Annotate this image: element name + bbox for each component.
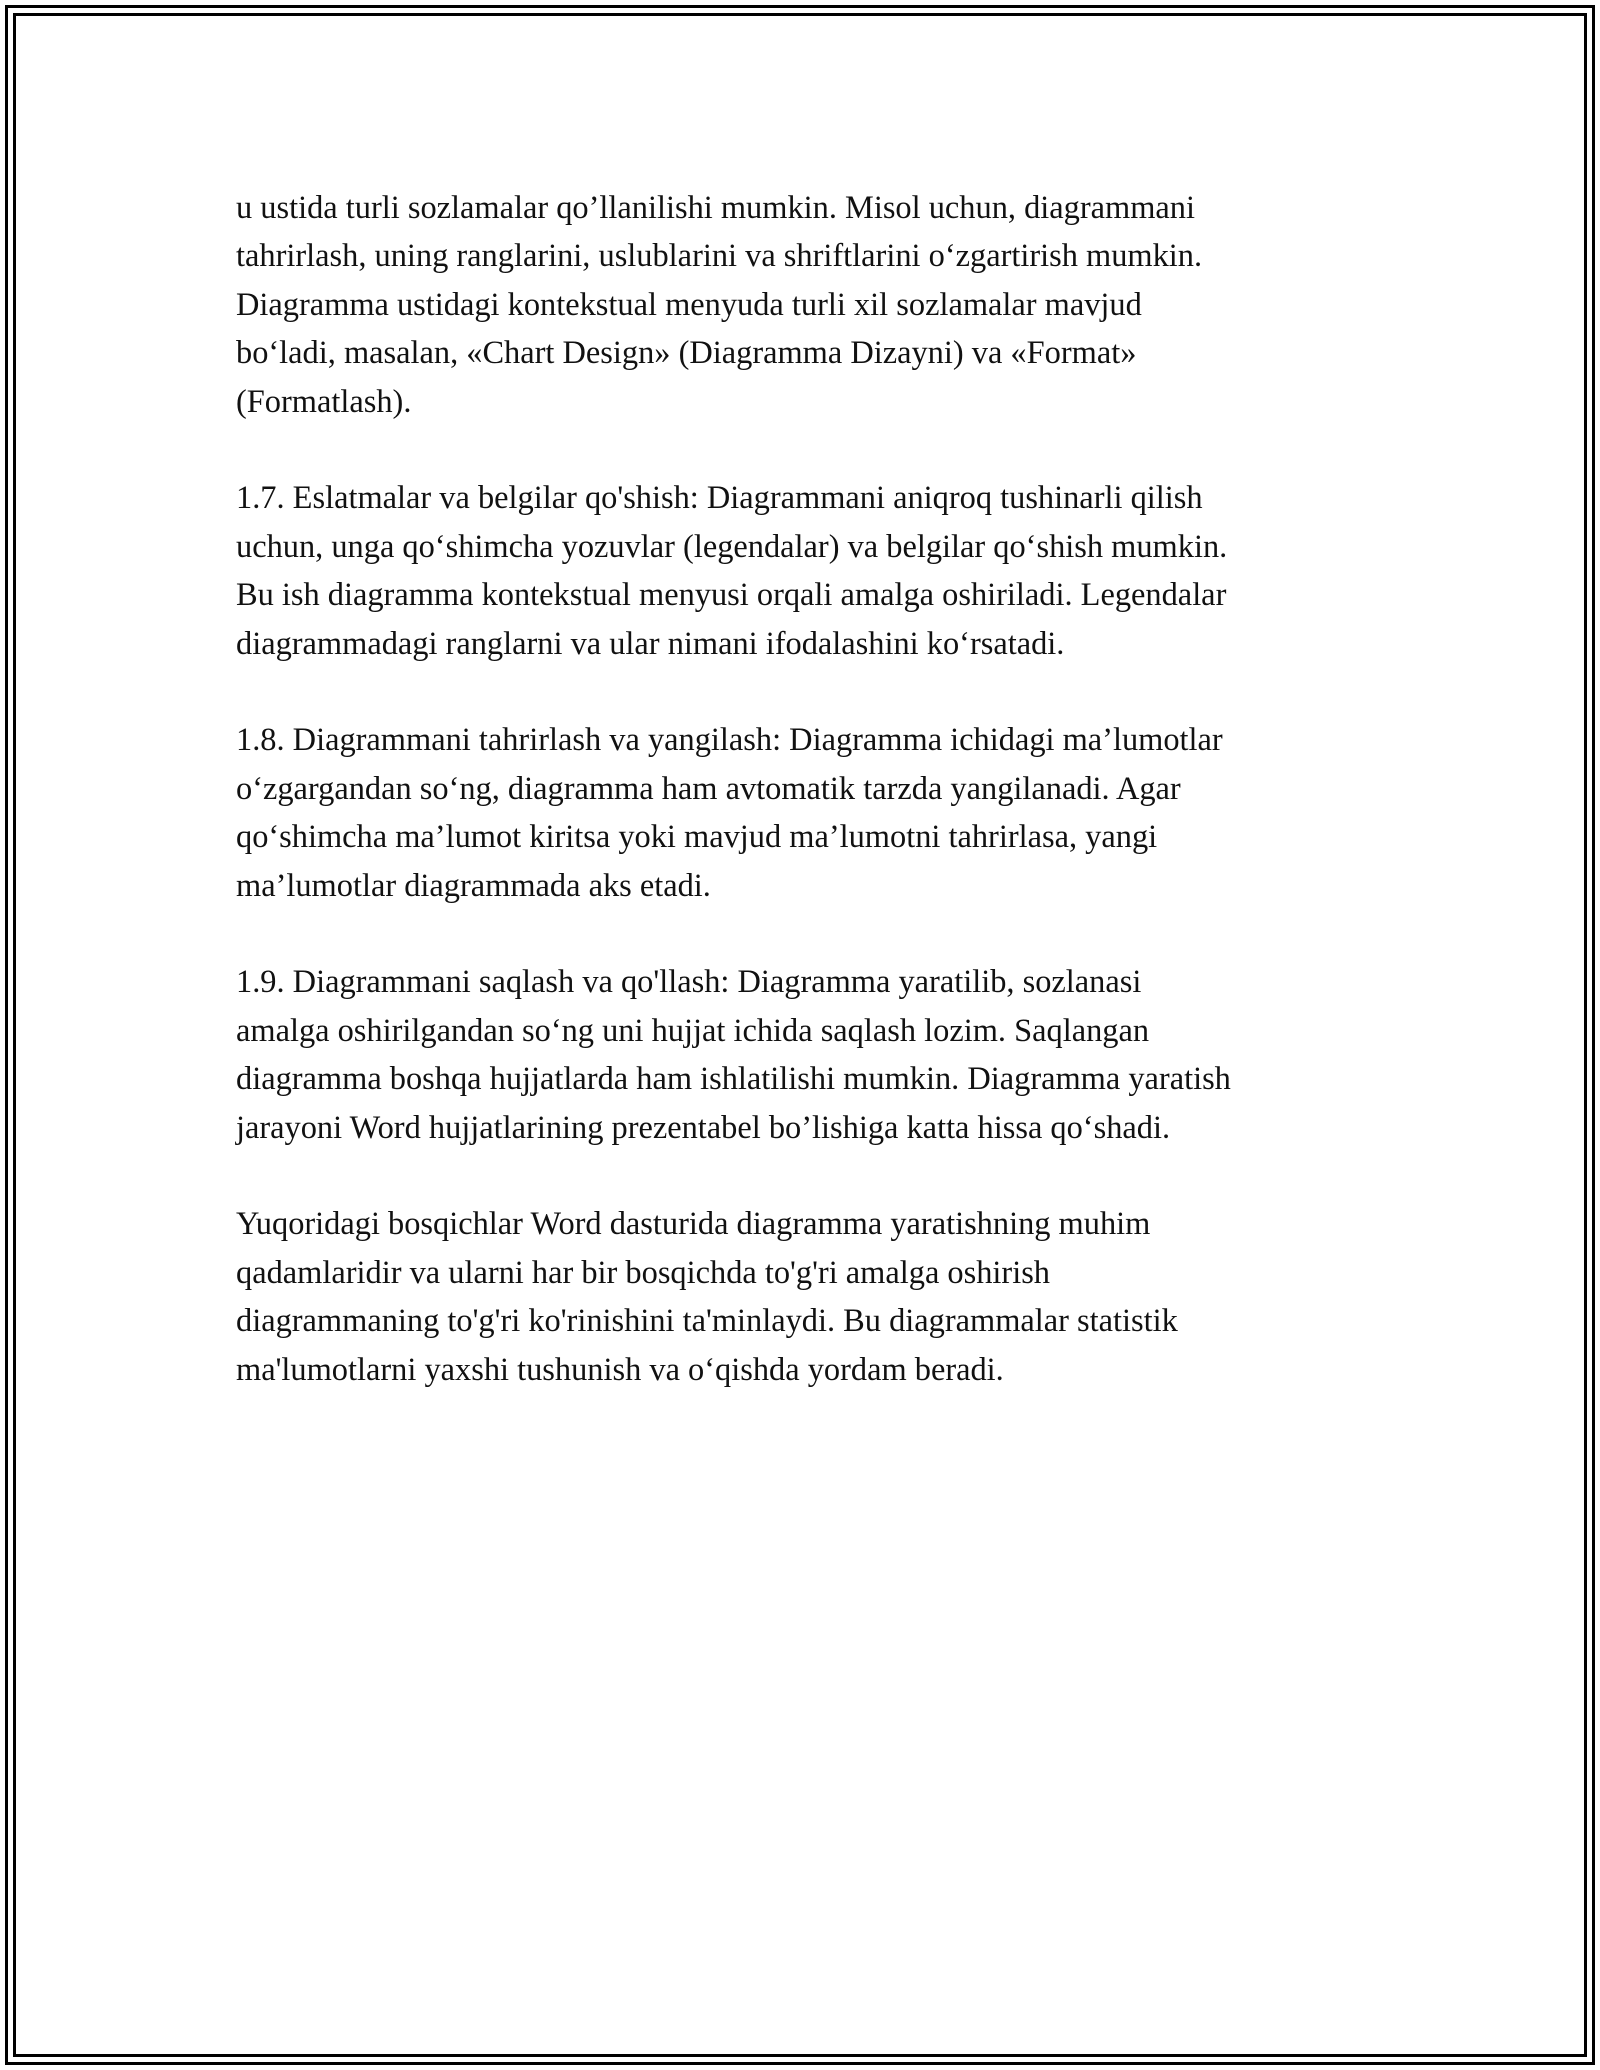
- text-line: diagramma boshqa hujjatlarda ham ishlatilishi mumkin. Diagramma yaratish: [236, 1061, 1231, 1098]
- paragraph-conclusion: [236, 1200, 1386, 1394]
- text-line: Bu ish diagramma kontekstual menyusi orqali amalga oshiriladi. Legendalar: [236, 577, 1227, 614]
- text-line: Yuqoridagi bosqichlar Word dasturida diagramma yaratishning muhim: [236, 1206, 1151, 1243]
- text-line: (Formatlash).: [236, 383, 412, 420]
- text-line: 1.8. Diagrammani tahrirlash va yangilash: Diagramma ichidagi ma’lumotlar: [236, 722, 1223, 759]
- document-body: [236, 184, 1386, 1442]
- text-line: uchun, unga qo‘shimcha yozuvlar (legendalar) va belgilar qo‘shish mumkin.: [236, 528, 1228, 565]
- text-line: o‘zgargandan so‘ng, diagramma ham avtomatik tarzda yangilanadi. Agar: [236, 770, 1181, 807]
- paragraph-chart-settings: [236, 184, 1386, 426]
- text-line: tahrirlash, uning ranglarini, uslublarini va shriftlarini o‘zgartirish mumkin.: [236, 238, 1203, 275]
- text-line: u ustida turli sozlamalar qo’llanilishi mumkin. Misol uchun, diagrammani: [236, 190, 1195, 226]
- text-line: ma'lumotlarni yaxshi tushunish va o‘qishda yordam beradi.: [236, 1351, 1004, 1388]
- paragraph-section-1-9: [236, 958, 1386, 1152]
- text-line: 1.7. Eslatmalar va belgilar qo'shish: Diagrammani aniqroq tushinarli qilish: [236, 480, 1203, 517]
- text-line: ma’lumotlar diagrammada aks etadi.: [236, 867, 711, 904]
- text-line: bo‘ladi, masalan, «Chart Design» (Diagramma Dizayni) va «Format»: [236, 335, 1137, 372]
- paragraph-section-1-7: [236, 474, 1386, 668]
- text-line: diagrammaning to'g'ri ko'rinishini ta'minlaydi. Bu diagrammalar statistik: [236, 1303, 1178, 1340]
- text-line: 1.9. Diagrammani saqlash va qo'llash: Diagramma yaratilib, sozlanasi: [236, 964, 1142, 1001]
- text-line: qo‘shimcha ma’lumot kiritsa yoki mavjud ma’lumotni tahrirlasa, yangi: [236, 819, 1158, 856]
- text-line: amalga oshirilgandan so‘ng uni hujjat ichida saqlash lozim. Saqlangan: [236, 1012, 1150, 1049]
- text-line: diagrammadagi ranglarni va ular nimani ifodalashini ko‘rsatadi.: [236, 625, 1065, 662]
- text-line: qadamlaridir va ularni har bir bosqichda to'g'ri amalga oshirish: [236, 1254, 1051, 1291]
- text-line: Diagramma ustidagi kontekstual menyuda turli xil sozlamalar mavjud: [236, 286, 1142, 323]
- text-line: jarayoni Word hujjatlarining prezentabel bo’lishiga katta hissa qo‘shadi.: [236, 1109, 1171, 1146]
- paragraph-section-1-8: [236, 716, 1386, 910]
